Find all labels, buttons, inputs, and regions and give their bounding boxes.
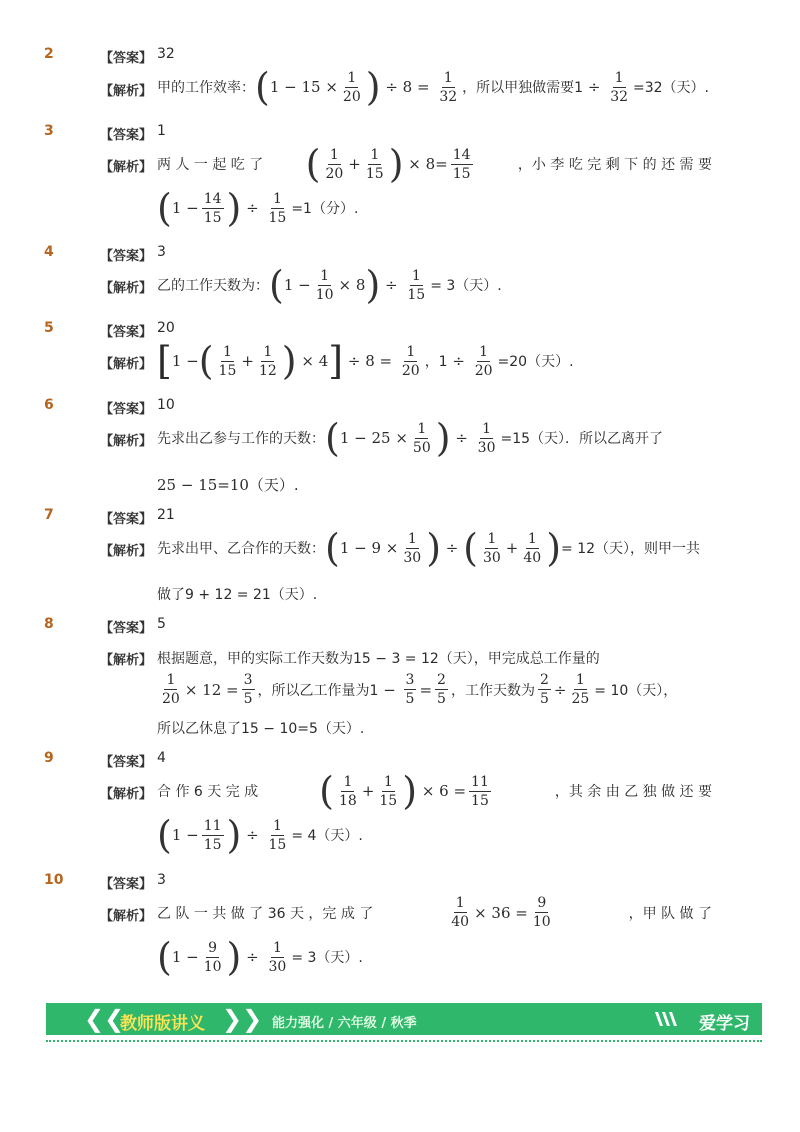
analysis-tag: 【解析】 xyxy=(100,281,153,296)
analysis-tag: 【解析】 xyxy=(100,787,153,802)
analysis-tag: 【解析】 xyxy=(100,160,153,175)
analysis-line: 两 人 一 起 吃 了 ( $\frac{1}{20}$ + $\frac{1}{15}$ ) × 8= $\frac{14}{15}$ ，小 李 吃 完 剩 下 的 还 需 要 xyxy=(157,142,712,186)
question-number: 9 xyxy=(44,750,54,766)
answer-tag: 【答案】 xyxy=(100,755,153,770)
answer-value: 5 xyxy=(157,616,166,632)
analysis-tag: 【解析】 xyxy=(100,434,153,449)
analysis-tag: 【解析】 xyxy=(100,84,153,99)
answer-tag: 【答案】 xyxy=(100,128,153,143)
answer-value: 20 xyxy=(157,320,175,336)
answer-tag: 【答案】 xyxy=(100,621,153,636)
analysis-line: 乙的工作天数为： ( 1 − $\frac{1}{10}$ × 8 ) ÷ $\frac{1}{15}$ = 3（天）. xyxy=(157,263,502,307)
analysis-line-2: ( 1 − $\frac{14}{15}$ ) ÷ $\frac{1}{15}$ =1（分）. xyxy=(157,186,359,230)
question-number: 7 xyxy=(44,507,54,523)
analysis-tag: 【解析】 xyxy=(100,653,153,668)
answer-value: 3 xyxy=(157,872,166,888)
answer-value: 3 xyxy=(157,244,166,260)
analysis-line-2: ( 1 − $\frac{9}{10}$ ) ÷ $\frac{1}{30}$ = 3（天）. xyxy=(157,935,363,979)
question-number: 6 xyxy=(44,397,54,413)
footer-title: 教师版讲义 xyxy=(120,1014,205,1034)
analysis-line: 合 作 6 天 完 成 ( $\frac{1}{18}$ + $\frac{1}{15}$ ) × 6 = $\frac{11}{15}$ ，其 余 由 乙 独 做 还 要 xyxy=(157,769,712,813)
analysis-line: 根据题意，甲的实际工作天数为15 − 3 = 12（天），甲完成总工作量的 xyxy=(157,651,600,667)
question-number: 2 xyxy=(44,46,54,62)
answer-value: 21 xyxy=(157,507,175,523)
analysis-line-2: 25 − 15=10（天）. xyxy=(157,476,299,494)
answer-value: 10 xyxy=(157,397,175,413)
answer-tag: 【答案】 xyxy=(100,402,153,417)
question-number: 10 xyxy=(44,872,64,888)
question-number: 5 xyxy=(44,320,54,336)
answer-value: 1 xyxy=(157,123,166,139)
answer-value: 32 xyxy=(157,46,175,62)
analysis-line: 先求出乙参与工作的天数： ( 1 − 25 × $\frac{1}{50}$ ) ÷ $\frac{1}{30}$ =15（天）．所以乙离开了 xyxy=(157,416,664,460)
answer-value: 4 xyxy=(157,750,166,766)
analysis-tag: 【解析】 xyxy=(100,544,153,559)
analysis-line: 先求出甲、乙合作的天数： ( 1 − 9 × $\frac{1}{30}$ ) ÷ ( $\frac{1}{30}$ + $\frac{1}{40}$ ) = 12（天），则甲一共 xyxy=(157,526,701,570)
double-chevron-right-icon: ❯❯ xyxy=(222,1005,263,1033)
analysis-line: 乙 队 一 共 做 了 36 天 ，完 成 了 $\frac{1}{40}$ × 36 = $\frac{9}{10}$ ，甲 队 做 了 xyxy=(157,895,712,930)
answer-tag: 【答案】 xyxy=(100,325,153,340)
double-chevron-left-icon: ❮❮ xyxy=(84,1005,125,1033)
answer-tag: 【答案】 xyxy=(100,512,153,527)
answer-tag: 【答案】 xyxy=(100,51,153,66)
analysis-line-3: 所以乙休息了15 − 10=5（天）. xyxy=(157,721,365,737)
footer-dotted-divider xyxy=(46,1040,762,1042)
answer-tag: 【答案】 xyxy=(100,249,153,264)
brand-logo-text: 爱学习 xyxy=(699,1014,750,1034)
analysis-line-2: $\frac{1}{20}$ × 12 = $\frac{3}{5}$ ，所以乙工作量为1 − $\frac{3}{5}$ = $\frac{2}{5}$ ，工作天数为 $\frac{2}{5}$ ÷ $\frac{1}{25}$ = 10（天）， xyxy=(162,672,678,707)
analysis-line-2: ( 1 − $\frac{11}{15}$ ) ÷ $\frac{1}{15}$ = 4（天）. xyxy=(157,813,363,857)
question-number: 3 xyxy=(44,123,54,139)
question-number: 8 xyxy=(44,616,54,632)
analysis-line-2: 做了9 + 12 = 21（天）. xyxy=(157,587,318,603)
analysis-line: 甲的工作效率： ( 1 − 15 × $\frac{1}{20}$ ) ÷ 8 = $\frac{1}{32}$ ，所以甲独做需要1 ÷ $\frac{1}{32}$ =32（天）. xyxy=(157,65,710,109)
footer-subtitle: 能力强化 / 六年级 / 秋季 xyxy=(272,1016,417,1031)
analysis-tag: 【解析】 xyxy=(100,357,153,372)
analysis-line: [ 1 − ( $\frac{1}{15}$ + $\frac{1}{12}$ ) × 4 ] ÷ 8 = $\frac{1}{20}$ ，1 ÷ $\frac{1}{20}$ =20（天）. xyxy=(157,339,574,383)
question-number: 4 xyxy=(44,244,54,260)
brand-logo-icon xyxy=(654,1010,680,1028)
answer-tag: 【答案】 xyxy=(100,877,153,892)
analysis-tag: 【解析】 xyxy=(100,909,153,924)
footer-banner xyxy=(46,1003,762,1035)
